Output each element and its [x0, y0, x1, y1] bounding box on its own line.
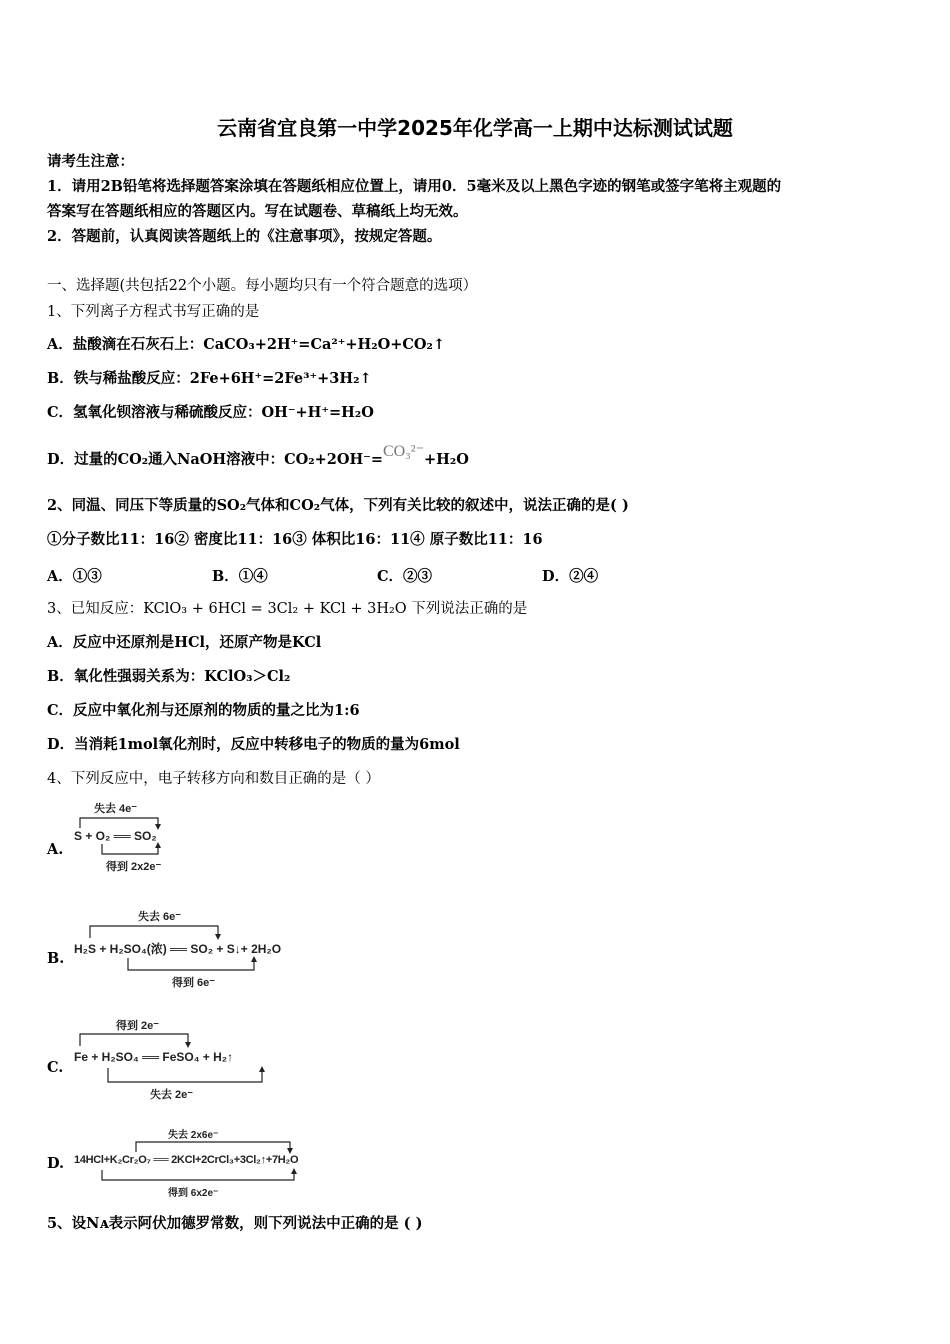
- q4-a-bottom: 得到 2x2e⁻: [106, 861, 162, 873]
- q2-option-b: B．①④: [212, 568, 268, 585]
- notice-item1-line2: 答案写在答题纸相应的答题区内。写在试题卷、草稿纸上均无效。: [47, 203, 468, 220]
- q3-option-c: C．反应中氧化剂与还原剂的物质的量之比为1:6: [47, 702, 360, 719]
- q2-option-d: D．②④: [542, 568, 599, 585]
- q4-d-label: D.: [47, 1155, 65, 1172]
- q4-c-diagram: [72, 1016, 282, 1106]
- notice-item1-line1: 1．请用2B铅笔将选择题答案涂填在答题纸相应位置上，请用0．5毫米及以上黑色字迹的钢笔或签字笔将主观题的: [47, 178, 782, 195]
- carbonate-ion: CO₃²⁻: [382, 443, 425, 460]
- q4-d-diagram: [72, 1124, 362, 1202]
- q4-b-label: B.: [47, 950, 65, 967]
- q5-stem: 5、设Nᴀ表示阿伏加德罗常数，则下列说法中正确的是 ( ): [47, 1215, 423, 1232]
- q4-b-top: 失去 6e⁻: [138, 911, 182, 923]
- q2-stem: 2、同温、同压下等质量的SO₂气体和CO₂气体，下列有关比较的叙述中，说法正确的是( ): [47, 497, 629, 514]
- q3-option-d: D．当消耗1mol氧化剂时，反应中转移电子的物质的量为6mol: [47, 736, 460, 753]
- q4-stem: 4、下列反应中，电子转移方向和数目正确的是（ ）: [47, 771, 380, 787]
- q1-stem: 1、下列离子方程式书写正确的是: [47, 304, 260, 320]
- q1-option-c: C．氢氧化钡溶液与稀硫酸反应：OH⁻+H⁺=H₂O: [47, 404, 374, 421]
- page-title: 云南省宜良第一中学2025年化学高一上期中达标测试试题: [217, 116, 733, 140]
- q4-d-bottom: 得到 6x2e⁻: [168, 1188, 219, 1199]
- q4-b-bottom: 得到 6e⁻: [172, 977, 216, 989]
- q4-c-label: C.: [47, 1059, 64, 1076]
- q1-option-d-suffix: +H₂O: [424, 451, 469, 468]
- q4-c-bottom: 失去 2e⁻: [150, 1089, 194, 1101]
- q1-option-d-prefix: D．过量的CO₂通入NaOH溶液中：CO₂+2OH⁻=: [47, 451, 383, 468]
- q1-option-b: B．铁与稀盐酸反应：2Fe+6H⁺=2Fe³⁺+3H₂↑: [47, 370, 372, 387]
- q3-option-b: B．氧化性强弱关系为：KClO₃＞Cl₂: [47, 668, 291, 685]
- q1-option-d: [47, 443, 469, 470]
- q4-a-equation: S + O₂ ══ SO₂: [74, 829, 157, 843]
- q3-stem: 3、已知反应：KClO₃ + 6HCl = 3Cl₂ + KCl + 3H₂O 下列说法正确的是: [47, 601, 528, 617]
- q4-c-equation: Fe + H₂SO₄ ══ FeSO₄ + H₂↑: [74, 1050, 234, 1064]
- q2-statements: ①分子数比11：16② 密度比11：16③ 体积比16：11④ 原子数比11：16: [47, 531, 543, 548]
- q4-a-diagram: [72, 798, 192, 876]
- q4-a-top: 失去 4e⁻: [94, 803, 138, 815]
- q4-d-equation: 14HCl+K₂Cr₂O₇ ══ 2KCl+2CrCl₃+3Cl₂↑+7H₂O: [74, 1154, 299, 1166]
- q4-d-top: 失去 2x6e⁻: [168, 1130, 219, 1141]
- q4-c-top: 得到 2e⁻: [116, 1020, 160, 1032]
- q3-option-a: A．反应中还原剂是HCl，还原产物是KCl: [47, 634, 322, 651]
- q4-a-label: A.: [47, 841, 64, 858]
- q4-b-diagram: [72, 906, 317, 992]
- q4-b-equation: H₂S + H₂SO₄(浓) ══ SO₂ + S↓+ 2H₂O: [74, 942, 282, 956]
- section-heading: 一、选择题(共包括22个小题。每小题均只有一个符合题意的选项）: [47, 278, 478, 294]
- q2-option-a: A．①③: [47, 568, 102, 585]
- q1-option-a: A．盐酸滴在石灰石上：CaCO₃+2H⁺=Ca²⁺+H₂O+CO₂↑: [47, 336, 446, 353]
- notice-item2: 2．答题前，认真阅读答题纸上的《注意事项》，按规定答题。: [47, 228, 442, 245]
- notice-heading: 请考生注意：: [47, 153, 134, 170]
- q2-option-c: C．②③: [377, 568, 433, 585]
